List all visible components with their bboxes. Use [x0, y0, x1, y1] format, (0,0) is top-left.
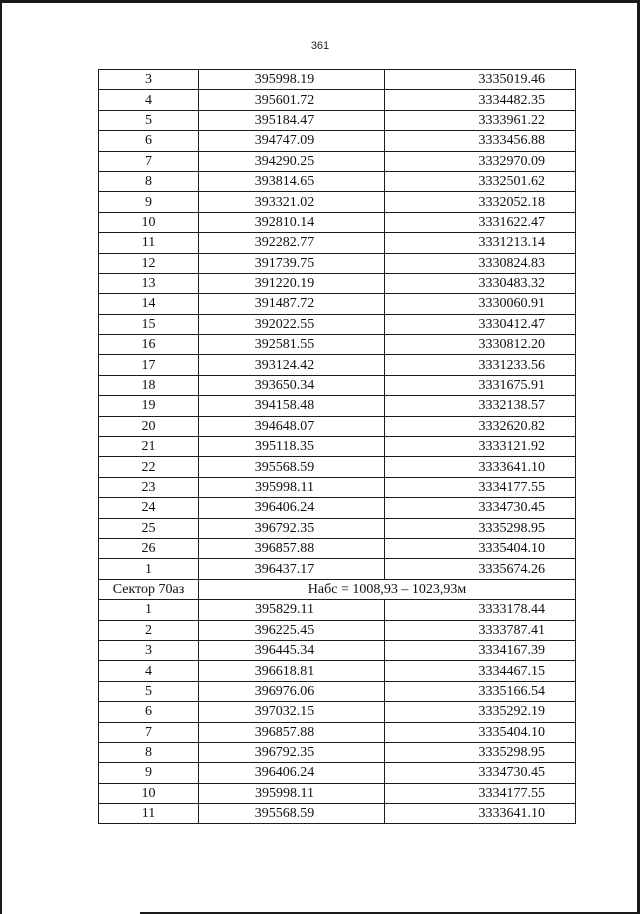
y-coordinate-cell: 3330412.47: [385, 314, 576, 334]
y-coordinate-cell: 3332501.62: [385, 171, 576, 191]
table-row: [99, 335, 576, 355]
table-row: [99, 192, 576, 212]
table-row: [99, 273, 576, 293]
table-row: [99, 151, 576, 171]
y-coordinate-cell: 3332138.57: [385, 396, 576, 416]
x-coordinate-cell: 396445.34: [199, 640, 385, 660]
point-number-cell: 8: [99, 742, 199, 762]
point-number-cell: 19: [99, 396, 199, 416]
point-number-cell: 7: [99, 151, 199, 171]
point-number-cell: 1: [99, 600, 199, 620]
y-coordinate-cell: 3335674.26: [385, 559, 576, 579]
table-row: [99, 559, 576, 579]
x-coordinate-cell: 395998.19: [199, 70, 385, 90]
table-row: [99, 90, 576, 110]
table-row: [99, 722, 576, 742]
x-coordinate-cell: 395601.72: [199, 90, 385, 110]
table-row: [99, 355, 576, 375]
point-number-cell: 11: [99, 804, 199, 824]
table-row: [99, 600, 576, 620]
y-coordinate-cell: 3335298.95: [385, 742, 576, 762]
point-number-cell: 10: [99, 212, 199, 232]
y-coordinate-cell: 3333787.41: [385, 620, 576, 640]
table-row: [99, 457, 576, 477]
x-coordinate-cell: 395829.11: [199, 600, 385, 620]
coordinates-table: [98, 69, 576, 824]
y-coordinate-cell: 3331622.47: [385, 212, 576, 232]
y-coordinate-cell: 3330060.91: [385, 294, 576, 314]
point-number-cell: 10: [99, 783, 199, 803]
y-coordinate-cell: 3332052.18: [385, 192, 576, 212]
x-coordinate-cell: 393650.34: [199, 375, 385, 395]
point-number-cell: 18: [99, 375, 199, 395]
point-number-cell: 15: [99, 314, 199, 334]
point-number-cell: 6: [99, 131, 199, 151]
scan-border-top: [0, 0, 640, 3]
x-coordinate-cell: 396406.24: [199, 498, 385, 518]
y-coordinate-cell: 3333178.44: [385, 600, 576, 620]
x-coordinate-cell: 393814.65: [199, 171, 385, 191]
x-coordinate-cell: 391220.19: [199, 273, 385, 293]
point-number-cell: 4: [99, 661, 199, 681]
table-row: [99, 171, 576, 191]
point-number-cell: 5: [99, 110, 199, 130]
table-row: [99, 702, 576, 722]
x-coordinate-cell: 396437.17: [199, 559, 385, 579]
table-row: [99, 477, 576, 497]
x-coordinate-cell: 393124.42: [199, 355, 385, 375]
x-coordinate-cell: 394290.25: [199, 151, 385, 171]
point-number-cell: 3: [99, 70, 199, 90]
y-coordinate-cell: 3335404.10: [385, 538, 576, 558]
table-row: [99, 375, 576, 395]
point-number-cell: 6: [99, 702, 199, 722]
table-row: [99, 396, 576, 416]
x-coordinate-cell: 396976.06: [199, 681, 385, 701]
table-row: [99, 437, 576, 457]
sector-header-row: [99, 579, 576, 599]
x-coordinate-cell: 395118.35: [199, 437, 385, 457]
y-coordinate-cell: 3331213.14: [385, 233, 576, 253]
table-row: [99, 110, 576, 130]
point-number-cell: 8: [99, 171, 199, 191]
y-coordinate-cell: 3335166.54: [385, 681, 576, 701]
table-row: [99, 233, 576, 253]
y-coordinate-cell: 3334167.39: [385, 640, 576, 660]
sector-label: Сектор 70аз: [99, 579, 199, 599]
x-coordinate-cell: 391487.72: [199, 294, 385, 314]
y-coordinate-cell: 3335404.10: [385, 722, 576, 742]
elevation-range: Набс = 1008,93 – 1023,93м: [199, 579, 576, 599]
x-coordinate-cell: 395184.47: [199, 110, 385, 130]
y-coordinate-cell: 3334177.55: [385, 477, 576, 497]
x-coordinate-cell: 396857.88: [199, 538, 385, 558]
y-coordinate-cell: 3330824.83: [385, 253, 576, 273]
point-number-cell: 20: [99, 416, 199, 436]
y-coordinate-cell: 3331675.91: [385, 375, 576, 395]
y-coordinate-cell: 3334467.15: [385, 661, 576, 681]
table-row: [99, 518, 576, 538]
table-row: [99, 212, 576, 232]
point-number-cell: 13: [99, 273, 199, 293]
point-number-cell: 14: [99, 294, 199, 314]
x-coordinate-cell: 394648.07: [199, 416, 385, 436]
x-coordinate-cell: 396225.45: [199, 620, 385, 640]
x-coordinate-cell: 396792.35: [199, 742, 385, 762]
x-coordinate-cell: 396618.81: [199, 661, 385, 681]
table-row: [99, 253, 576, 273]
table-row: [99, 783, 576, 803]
point-number-cell: 22: [99, 457, 199, 477]
point-number-cell: 17: [99, 355, 199, 375]
y-coordinate-cell: 3331233.56: [385, 355, 576, 375]
table-row: [99, 763, 576, 783]
y-coordinate-cell: 3334482.35: [385, 90, 576, 110]
point-number-cell: 4: [99, 90, 199, 110]
point-number-cell: 16: [99, 335, 199, 355]
table-row: [99, 640, 576, 660]
x-coordinate-cell: 396406.24: [199, 763, 385, 783]
table-row: [99, 661, 576, 681]
y-coordinate-cell: 3335298.95: [385, 518, 576, 538]
y-coordinate-cell: 3330483.32: [385, 273, 576, 293]
y-coordinate-cell: 3333961.22: [385, 110, 576, 130]
x-coordinate-cell: 394158.48: [199, 396, 385, 416]
table-row: [99, 294, 576, 314]
table-row: [99, 681, 576, 701]
y-coordinate-cell: 3334730.45: [385, 763, 576, 783]
point-number-cell: 9: [99, 192, 199, 212]
y-coordinate-cell: 3334177.55: [385, 783, 576, 803]
coordinates-table-part2: [99, 600, 576, 824]
x-coordinate-cell: 392282.77: [199, 233, 385, 253]
scan-border-left: [0, 0, 2, 914]
point-number-cell: 1: [99, 559, 199, 579]
sector-section: [99, 579, 576, 599]
x-coordinate-cell: 391739.75: [199, 253, 385, 273]
y-coordinate-cell: 3335019.46: [385, 70, 576, 90]
y-coordinate-cell: 3333121.92: [385, 437, 576, 457]
table-row: [99, 131, 576, 151]
table-row: [99, 314, 576, 334]
y-coordinate-cell: 3333456.88: [385, 131, 576, 151]
point-number-cell: 2: [99, 620, 199, 640]
x-coordinate-cell: 395568.59: [199, 804, 385, 824]
point-number-cell: 26: [99, 538, 199, 558]
point-number-cell: 5: [99, 681, 199, 701]
table-row: [99, 538, 576, 558]
point-number-cell: 12: [99, 253, 199, 273]
x-coordinate-cell: 396857.88: [199, 722, 385, 742]
table-row: [99, 498, 576, 518]
page-number: 361: [310, 40, 330, 52]
x-coordinate-cell: 395998.11: [199, 783, 385, 803]
y-coordinate-cell: 3333641.10: [385, 457, 576, 477]
table-row: [99, 70, 576, 90]
y-coordinate-cell: 3330812.20: [385, 335, 576, 355]
x-coordinate-cell: 392022.55: [199, 314, 385, 334]
x-coordinate-cell: 392581.55: [199, 335, 385, 355]
point-number-cell: 11: [99, 233, 199, 253]
point-number-cell: 7: [99, 722, 199, 742]
point-number-cell: 3: [99, 640, 199, 660]
x-coordinate-cell: 393321.02: [199, 192, 385, 212]
point-number-cell: 9: [99, 763, 199, 783]
x-coordinate-cell: 397032.15: [199, 702, 385, 722]
table-row: [99, 620, 576, 640]
point-number-cell: 24: [99, 498, 199, 518]
point-number-cell: 21: [99, 437, 199, 457]
coordinates-table-part1: [99, 70, 576, 580]
x-coordinate-cell: 394747.09: [199, 131, 385, 151]
table-row: [99, 804, 576, 824]
point-number-cell: 25: [99, 518, 199, 538]
x-coordinate-cell: 395998.11: [199, 477, 385, 497]
y-coordinate-cell: 3332970.09: [385, 151, 576, 171]
y-coordinate-cell: 3333641.10: [385, 804, 576, 824]
y-coordinate-cell: 3334730.45: [385, 498, 576, 518]
table-row: [99, 742, 576, 762]
x-coordinate-cell: 396792.35: [199, 518, 385, 538]
x-coordinate-cell: 392810.14: [199, 212, 385, 232]
y-coordinate-cell: 3335292.19: [385, 702, 576, 722]
point-number-cell: 23: [99, 477, 199, 497]
y-coordinate-cell: 3332620.82: [385, 416, 576, 436]
x-coordinate-cell: 395568.59: [199, 457, 385, 477]
table-row: [99, 416, 576, 436]
